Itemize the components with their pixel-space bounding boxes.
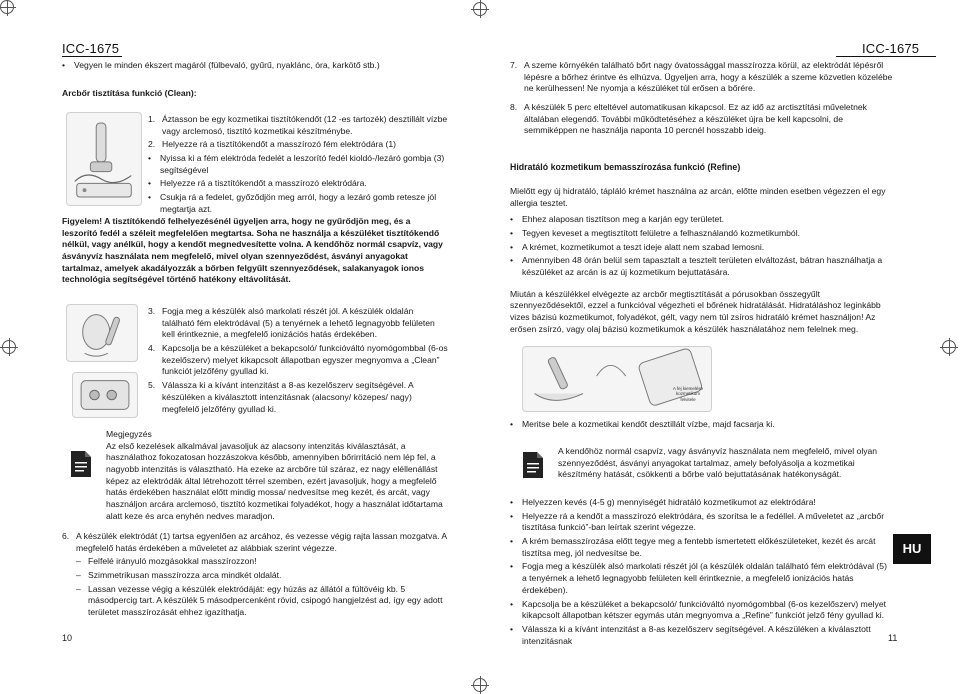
warning-block [62,216,448,286]
registration-mark-icon [0,0,14,14]
face-massage-illustration [66,304,138,362]
list-item: • Helyezze rá a tisztítókendőt a masszírozó elektródára. [148,178,448,190]
refine-section [510,156,895,341]
device-cloth-illustration [66,112,142,206]
clean-section-title [62,88,452,100]
list-item: 1. Áztasson be egy kozmetikai tisztítókendőt (12 -es tartozék) desztillált vízbe vagy arclemosó, tisztító kozmetikai készítménybe. [148,114,448,136]
list-item: • Fogja meg a készülék alsó markolati részét jól (a készülék oldalán található fém elektródával (5) a tenyérnek a lehető legnagyobb felületen kell érintkeznie, a megfelelő ionizációs hatás érdekében). [510,561,890,596]
paragraph: Miután a készülékkel elvégezte az arcbőr megtisztítását a pórusokban összegyűlt szennyeződésektől, ezzel a funkcióval végezheti el bőrének hidratálását. Hidratáláshoz leginkább vizes bázisú kozmetikumot, folyadékot, gélt, vagy nem túl zsíros hidratáló krémet használjon! Az erősen zsírzó, vagy olaj bázisú kozmetikumok a készülék használatához nem felelnek meg. [510,288,881,334]
list-item: 7. A szeme környékén található bőrt nagy óvatossággal masszírozza körül, az elektródát lépésről lépésre a bőrhez érintve és elhúzva. Ügyeljen arra, hogy a készülék a szeme közvetlen közelébe ne kerülhessen! Ne nyomja a készüléket túl erősen a bőrére. [510,60,893,94]
list-item: • Meritse bele a kozmetikai kendőt desztillált vízbe, majd facsarja ki. [510,419,895,431]
illustration-caption: A fej kiemelése kozmetikum felvitele [672,386,704,402]
left-intro [62,60,452,74]
header-rule-left [62,56,122,57]
list-item: • A krém bemasszírozása előtt tegye meg a fentebb ismertetett előkészületeket, kezét és arcát tisztítsa meg, jól nedvesítse be. [510,536,890,559]
device-cloth-icon [67,113,141,205]
list-item: • Ehhez alaposan tisztítson meg a karján egy területet. [510,214,895,226]
list-item: 4. Kapcsolja be a készüléket a bekapcsoló/ funkcióváltó nyomógombbal (6-os kezelőszerv) melyet kikapcsolt állapotban egyszer megnyomva a „Clean” funkciót jelzőfény gyullad ki. [148,343,448,377]
list-item: • Tegyen keveset a megtisztított felületre a felhasználandó kozmetikumból. [510,228,895,240]
note-document-icon [522,451,544,479]
note-text: Az első kezelések alkalmával javasoljuk az alacsony intenzitás kiválasztását, a használathoz fokozatosan hozzászokva később, amennyiben bőrirritáció nem lép fel, a nagyobb intenzitás is választható. Ha ezeke az arcbőre túl száraz, ez nagy eléllenállást képez az elektródák által létrehozott térrel szemben, ezért javasoljuk, hogy a megfelelő hatás érdekében használat előtt mindig mossa/ nedvesítse meg kezét, és arcát, vagy használjon arcára arclemosó, tisztító kozmetikai folyadékot, hogy a használat időtartama alatt keze és arca enyhén nedves maradjon. [106,440,443,521]
section-title: Arcbőr tisztítása funkció (Clean): [62,88,197,98]
header-rule-right [836,56,936,57]
registration-mark-icon [473,2,487,16]
registration-mark-icon [473,678,487,692]
model-title-left: ICC-1675 [62,41,120,56]
list-item: • Vegyen le minden ékszert magáról (fülbevaló, gyűrű, nyaklánc, óra, karkötő stb.) [62,60,452,72]
paragraph: Mielőtt egy új hidratáló, tápláló krémet használna az arcán, előtte minden esetben végezzen el egy allergia tesztet. [510,185,886,208]
list-item: – Felfelé irányuló mozgásokkal masszírozzon! [76,556,452,568]
list-item: • Helyezze rá a kendőt a masszírozó elektródára, és szorítsa le a fedéllel. A műveletet az „arcbőr tisztítása funkció”-ban leírtak szerint végezze. [510,511,890,534]
list-item: – Szimmetrikusan masszírozza arca mindkét oldalát. [76,570,452,582]
note-block-right [558,446,893,481]
note-document-icon [70,450,92,478]
section-title: Hidratáló kozmetikum bemasszírozása funkció (Refine) [510,162,741,172]
model-title-right: ICC-1675 [862,41,920,56]
list-item: • Helyezzen kevés (4-5 g) mennyiségét hidratáló kozmetikumot az elektródára! [510,497,890,509]
language-tab: HU [893,534,931,564]
clean-steps-3-5 [148,306,448,417]
list-item: • Válassza ki a kívánt intenzitást a 8-as kezelőszerv segítségével. A készüléken a kiválasztott intenzitásnak [510,624,890,647]
registration-mark-icon [2,340,16,354]
note-block-left [106,429,446,523]
list-item: 2. Helyezze rá a tisztítókendőt a masszírozó fém elektródára (1) [148,139,397,150]
list-item: • Kapcsolja be a készüléket a bekapcsoló/ funkcióváltó nyomógombbal (6-os kezelőszerv) melyet kikapcsolt állapotban kétszer egymás után megnyomva a „Refine” funkciót jelző fény gyullad ki. [510,599,890,622]
face-massage-icon [67,305,137,361]
note-text: A kendőhöz normál csapvíz, vagy ásványvíz használata nem megfelelő, mivel olyan szennyeződést, ásványi anyagokat tartalmaz, amely befolyásolja a kozmetikai készítmény hatását, csökkenti a bőrbe való bejuttatásának hatékonyságát. [558,446,878,480]
warning-text: Figyelem! A tisztítókendő felhelyezésénél ügyeljen arra, hogy ne gyűrődjön meg, és a leszorító fedél a széleit megfelelően megtartsa. Soha ne használja a készüléket tisztítókendő nélkül, vagy anélkül, hogy a kendőt megnedvesítette volna. A kendőhöz normál csapvíz, vagy ásványvíz használata nem megfelelő, mivel olyan szennyeződést, ásványi anyagokat tartalmaz, amelyek akadályozzák a bőrben felgyűlt szennyeződések, salakanyagok ionos technológia segítségével történő hatékony eltávolítását. [62,216,443,285]
note-title: Megjegyzés [106,429,152,439]
registration-mark-icon [942,340,956,354]
page-number-right: 11 [888,633,898,643]
list-item: 3. Fogja meg a készülék alsó markolati részét jól. A készülék oldalán található fém elektródával (5) a tenyérnek a lehető legnagyobb felületen kell érintkeznie, a megfelelő ionizációs hatás érdekében. [148,306,435,340]
list-item: • Amennyiben 48 órán belül sem tapasztalt a tesztelt területen elváltozást, bátran használhatja a készüléket az arcán is az új kozmetikum bejuttatására. [510,255,895,278]
right-steps-7-8 [510,60,895,139]
list-item: • A krémet, kozmetikumot a teszt ideje alatt nem szabad lemosni. [510,242,895,254]
clean-steps-1-2 [148,114,448,218]
list-item: – Lassan vezesse végig a készülék elektródáját: egy húzás az állától a fültövéig kb. 5 másodpercig tart. A készülék 5 másodpercenként rövid, csipogó hangjelzést ad, így egy adott területet masszírozását ehhez igazíthatja. [76,584,452,619]
refine-steps [510,497,890,649]
clean-step-6 [62,531,452,621]
list-item: • Nyissa ki a fém elektróda fedelét a leszorító fedél kioldó-/lezáró gombja (3) segítségével [148,153,448,176]
list-item: 8. A készülék 5 perc elteltével automatikusan kikapcsol. Ez az idő az arctisztítási műveletnek általában elegendő. További működtetéséhez a készüléket újra be kell kapcsolni, de semmiképpen ne használja naponta 10 percnél hosszabb ideig. [510,102,867,136]
device-buttons-illustration [72,372,138,418]
list-item: • Csukja rá a fedelet, győződjön meg arról, hogy a lezáró gomb retesze jól megtartja azt. [148,192,448,215]
list-item: 5. Válassza ki a kívánt intenzitást a 8-as kezelőszerv segítségével. A készüléken a kiválasztott intenzitásnak (alacsony/ közepes/ nagy) megfelelő jelzőfény gyullad ki. [148,380,414,414]
page-number-left: 10 [62,633,73,643]
list-item: 6. A készülék elektródát (1) tartsa egyenlően az arcához, és vezesse végig rajta lassan mozgatva. A megfelelő hatás érdekében a műveletet az alábbiak szerint végezze. [62,531,447,553]
dip-cloth-bullet [510,419,895,433]
device-buttons-icon [73,373,137,417]
